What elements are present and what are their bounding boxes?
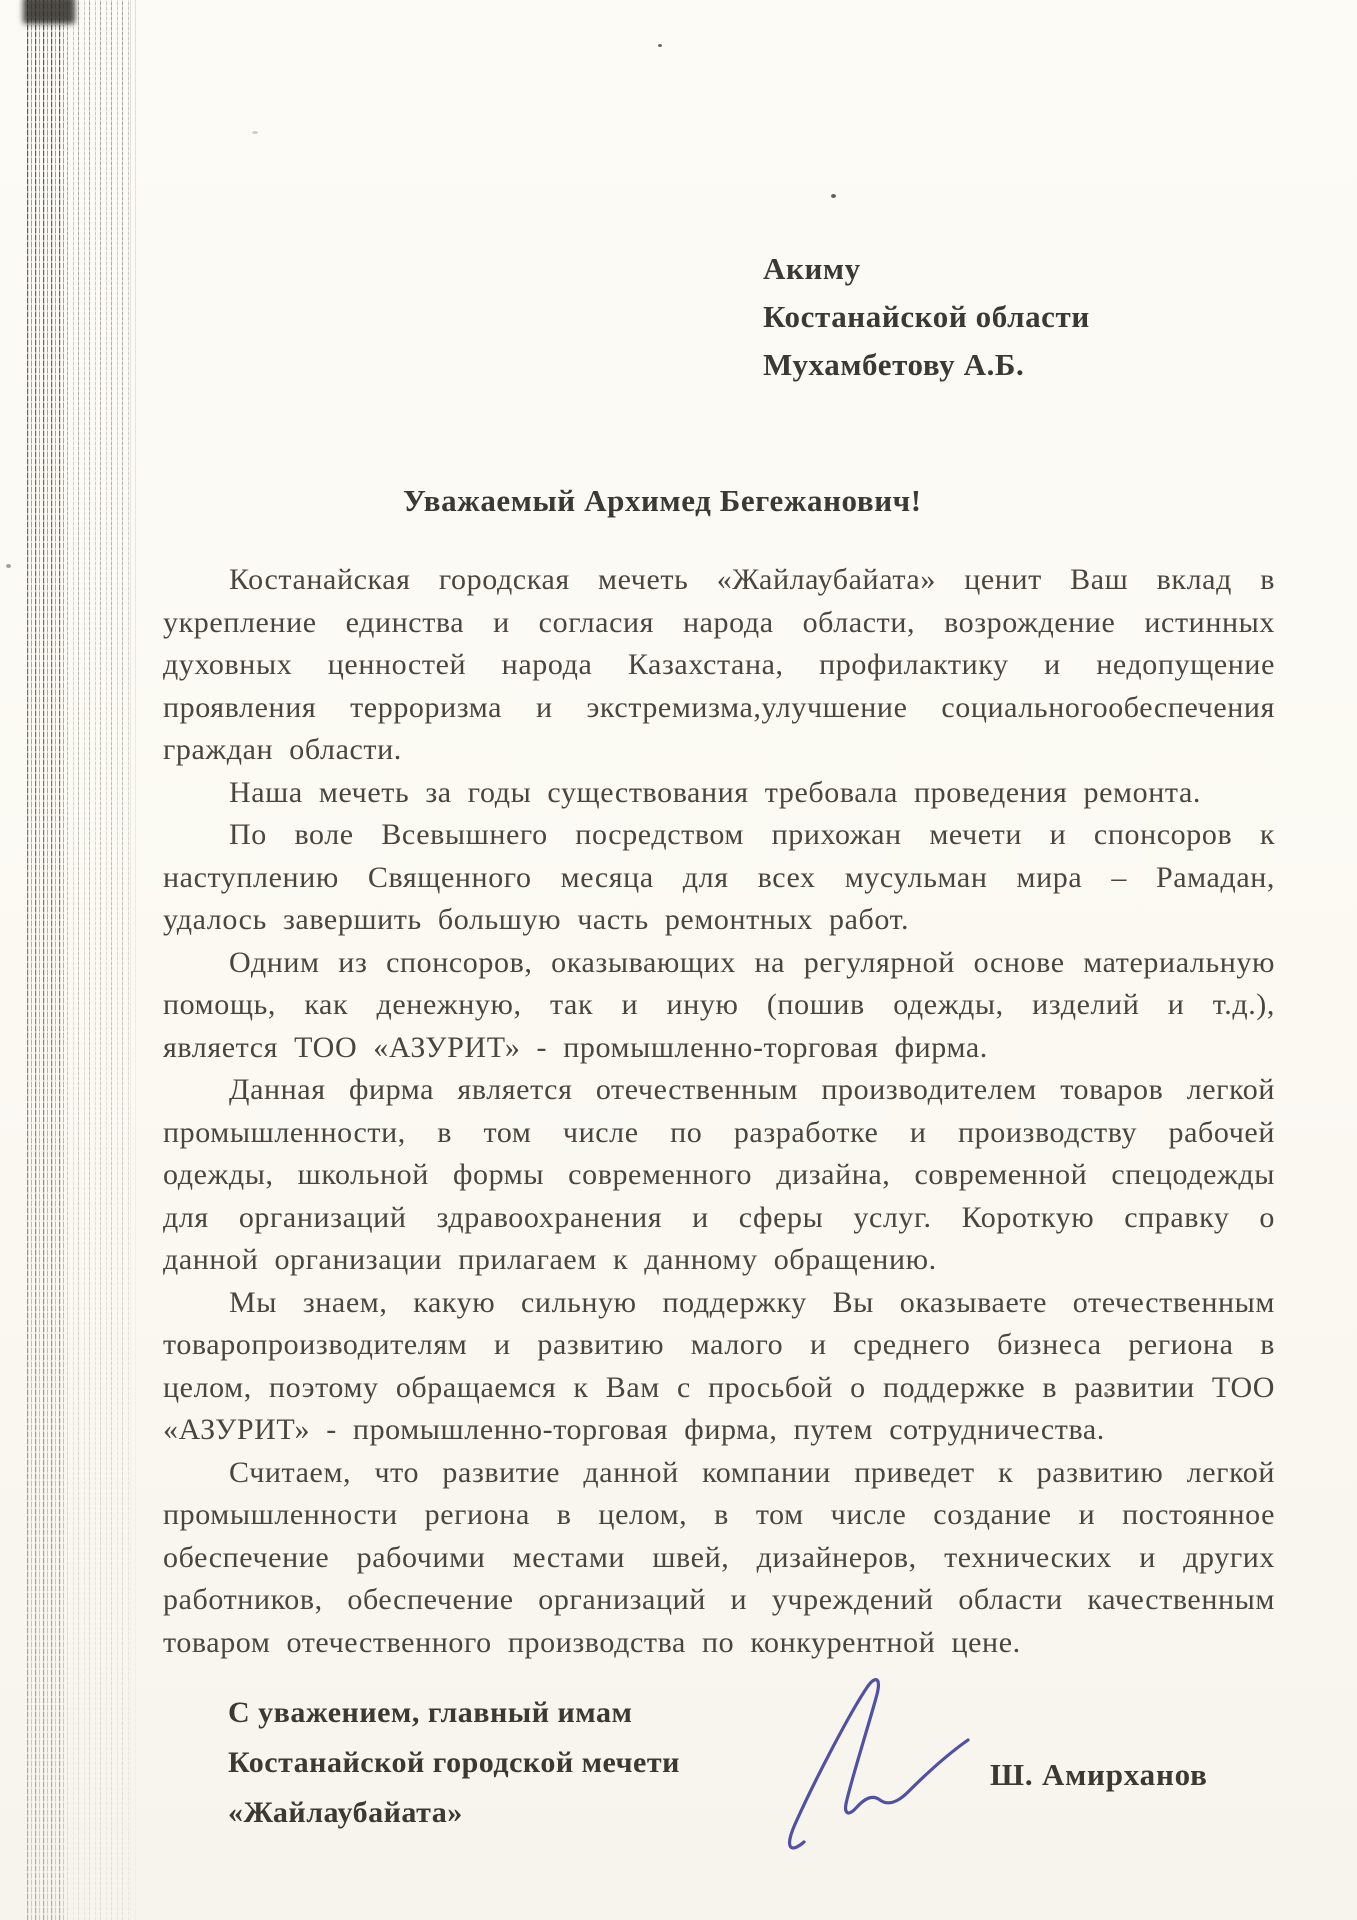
paragraph: Костанайская городская мечеть «Жайлаубайата» ценит Ваш вклад в укрепление единства и согласия народа области, возрождение истинных духовных ценностей народа Казахстана, профилактику и недопущение проявления терроризма и экстремизма,улучшение социальногообеспечения граждан области. [163,563,1275,766]
paragraph: Мы знаем, какую сильную поддержку Вы оказываете отечественным товаропроизводителям и развитию малого и среднего бизнеса региона в целом, поэтому обращаемся к Вам с просьбой о поддержке в развитии ТОО «АЗУРИТ» - промышленно-торговая фирма, путем сотрудничества. [163,1285,1275,1446]
handwritten-signature-icon [752,1642,992,1862]
paragraph: По воле Всевышнего посредством прихожан мечети и спонсоров к наступлению Священного месяца для всех мусульман мира – Рамадан, удалось завершить большую часть ремонтных работ. [163,818,1275,936]
salutation: Уважаемый Архимед Бегежанович! [403,483,922,518]
letter-body [163,559,1275,1664]
signer-name: Ш. Амирханов [990,1757,1208,1792]
recipient-block [763,245,1275,389]
scanner-streaks-dense [27,0,67,1920]
closing-line: «Жайлаубайата» [228,1796,463,1829]
scan-speck [6,564,11,568]
recipient-line: Костанайской области [763,299,1090,334]
scanner-streaks-mid [67,0,130,1920]
paragraph: Наша мечеть за годы существования требовала проведения ремонта. [229,775,1201,809]
closing-line: С уважением, главный имам [228,1696,633,1729]
scanner-streaks-light [130,0,140,1920]
recipient-line: Мухамбетову А.Б. [763,347,1025,382]
scanner-noise-blob [23,0,75,24]
closing-line: Костанайской городской мечети [228,1746,680,1779]
closing-block [228,1688,680,1838]
letter-content [163,0,1275,1664]
paragraph: Считаем, что развитие данной компании приведет к развитию легкой промышленности региона в целом, в том числе создание и постоянное обеспечение рабочими местами швей, дизайнеров, технических и других работников, обеспечение организаций и учреждений области качественным товаром отечественного производства по конкурентной цене. [163,1455,1275,1659]
paragraph: Данная фирма является отечественным производителем товаров легкой промышленности, в том числе по разработке и производству рабочей одежды, школьной формы современного дизайна, современной спецодежды для организаций здравоохранения и сферы услуг. Короткую справку о данной организации прилагаем к данному обращению. [163,1073,1275,1276]
recipient-line: Акиму [763,251,861,286]
paragraph: Одним из спонсоров, оказывающих на регулярной основе материальную помощь, как денежную, так и иную (пошив одежды, изделий и т.д.), является ТОО «АЗУРИТ» - промышленно-торговая фирма. [163,945,1275,1064]
